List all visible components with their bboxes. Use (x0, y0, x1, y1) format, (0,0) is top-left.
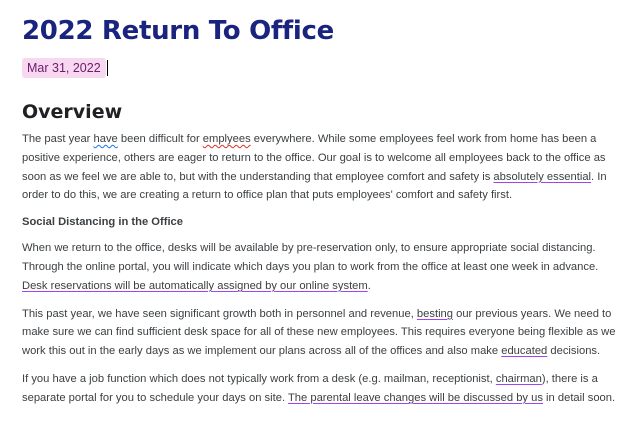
social-line-3: Desk reservations will be automatically assigned by our online system. (22, 279, 371, 292)
overview-line-2: positive experience, others are eager to return to the office. Our goal is to welcome all employees back to the office as (22, 151, 606, 164)
spelling-error[interactable]: emplyees (202, 133, 251, 145)
overview-line-4: order to do this, we are creating a return to office plan that puts employees' comfort and safety first. (22, 189, 513, 202)
document-title[interactable]: 2022 Return To Office (22, 16, 334, 46)
overview-line-3: soon as we feel we are able to, but with the understanding that employee comfort and safety is absolutely essential. In (22, 170, 607, 183)
style-suggestion[interactable]: The parental leave changes will be discussed by us (287, 391, 543, 404)
overview-heading[interactable]: Overview (22, 101, 123, 123)
social-distancing-paragraph[interactable] (22, 239, 622, 295)
document-body (22, 14, 622, 408)
text-cursor (107, 60, 109, 76)
growth-line-2: make sure we can find sufficient desk space for all of these new employees. This requires everyone being flexible as we (22, 326, 616, 339)
overview-line-1: The past year have been difficult for emplyees everywhere. While some employees feel work from home has been a (22, 133, 597, 145)
style-suggestion[interactable]: chairman (495, 372, 542, 385)
style-suggestion[interactable]: besting (416, 307, 453, 320)
overview-paragraph[interactable] (22, 130, 622, 205)
social-distancing-heading[interactable]: Social Distancing in the Office (22, 216, 184, 229)
style-suggestion[interactable]: Desk reservations will be automatically assigned by our online system (22, 279, 368, 292)
job-function-paragraph[interactable] (22, 370, 622, 408)
social-line-1: When we return to the office, desks will be available by pre-reservation only, to ensure appropriate social distancing. (22, 242, 596, 255)
date-chip[interactable]: Mar 31, 2022 (22, 58, 106, 78)
growth-paragraph[interactable] (22, 305, 622, 361)
job-line-2: separate portal for you to schedule your days on site. The parental leave changes will be discussed by us in detail soon. (22, 391, 616, 404)
style-suggestion[interactable]: absolutely essential (493, 170, 592, 183)
social-line-2: Through the online portal, you will indicate which days you plan to work from the office at least one week in advance. (22, 260, 599, 273)
job-line-1: If you have a job function which does not typically work from a desk (e.g. mailman, receptionist, chairman), there is a (22, 372, 598, 385)
date-row (22, 58, 622, 78)
growth-line-1: This past year, we have seen significant growth both in personnel and revenue, besting our previous years. We need to (22, 307, 612, 320)
style-suggestion[interactable]: educated (501, 345, 548, 358)
growth-line-3: work this out in the early days as we implement our plans across all of the offices and also make educated decisions. (22, 345, 601, 358)
grammar-suggestion[interactable]: have (93, 133, 118, 145)
